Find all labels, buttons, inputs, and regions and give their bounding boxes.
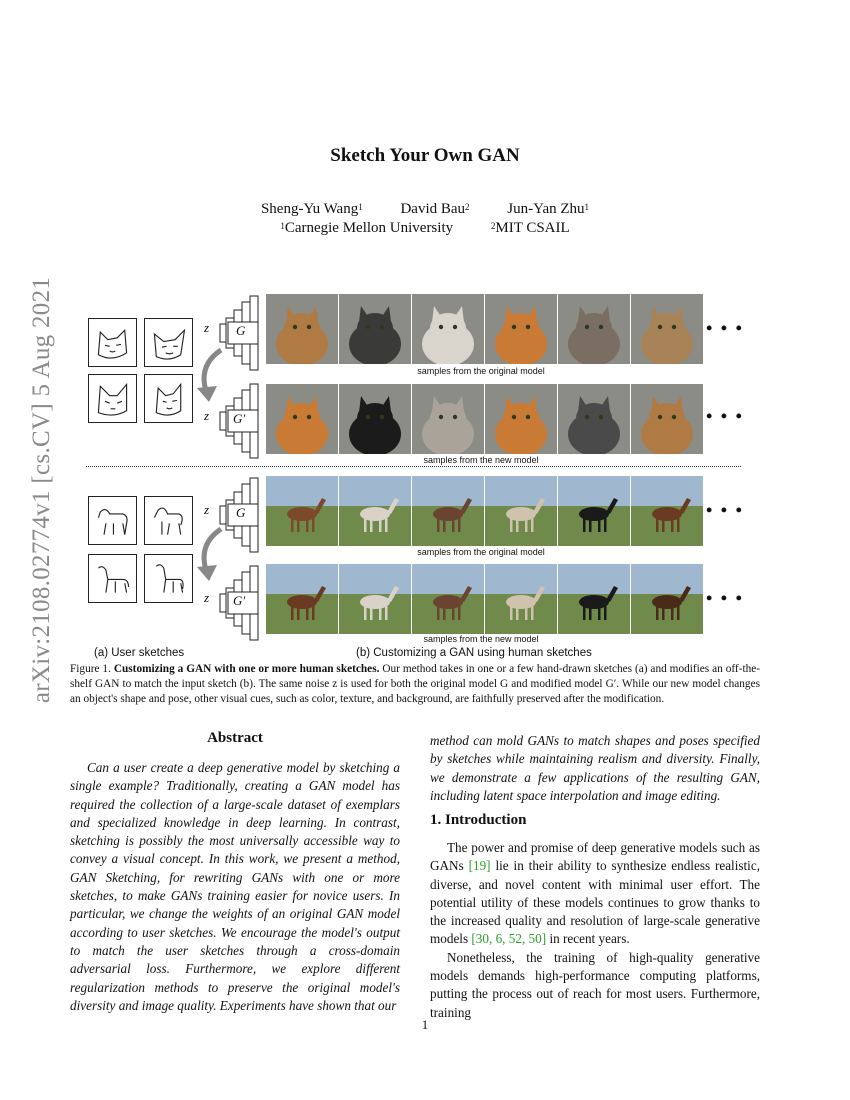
image-strip	[266, 564, 774, 634]
horse-sample-image	[266, 564, 338, 634]
cat-sample-image	[631, 384, 703, 454]
cat-sample-image	[339, 384, 411, 454]
cat-sample-image	[266, 384, 338, 454]
figure-caption-label: Figure 1.	[70, 663, 111, 675]
introduction-paragraph: Nonetheless, the training of high-quality generative models demands high-performance computing platforms, putting the process out of reach for most users. Furthermore, training	[430, 949, 760, 1020]
image-strip	[266, 384, 774, 454]
z-label: z	[204, 502, 210, 517]
text-run: in recent years.	[546, 931, 630, 947]
affiliation-name: Carnegie Mellon University	[284, 220, 454, 236]
subfigure-label-b: (b) Customizing a GAN using human sketches	[356, 647, 592, 659]
strip-caption: samples from the original model	[417, 366, 545, 376]
figure-caption-bold: Customizing a GAN with one or more human sketches.	[113, 663, 380, 675]
author-name: Jun-Yan Zhu	[507, 201, 585, 217]
author-sup: 2	[465, 202, 470, 212]
ellipsis: • • •	[706, 500, 744, 520]
image-strip	[266, 476, 774, 546]
cat-sketch	[88, 374, 137, 423]
g-prime-label: G′	[233, 593, 246, 608]
cat-sample-image	[412, 294, 484, 364]
affiliation-name: MIT CSAIL	[495, 220, 570, 236]
cat-sample-image	[266, 294, 338, 364]
affiliation-sup: 1	[280, 221, 285, 231]
horse-sample-image	[485, 564, 557, 634]
horse-sample-image	[339, 476, 411, 546]
g-prime-label: G′	[233, 411, 246, 426]
abstract-text-left: Can a user create a deep generative model by sketching a single example? Traditionally, creating a GAN model has required the collection of a large-scale dataset of exemplars and specialized knowledge in deep learning. In contrast, sketching is possibly the most universally accessible way to convey a visual concept. In this work, we present a method, GAN Sketching, for rewriting GANs with one or more sketches, to make GANs training easier for novice users. In particular, we change the weights of an original GAN model according to user sketches. We encourage the model's output to match the user sketches through a cross-domain adversarial loss. Furthermore, we explore different regularization methods to preserve the original model's diversity and image quality. Experiments have shown that our	[70, 760, 400, 1013]
text-run: The power and promise of deep generative models such as GANs	[430, 840, 760, 874]
strip-caption: samples from the original model	[417, 547, 545, 557]
abstract-text-right: method can mold GANs to match shapes and poses specified by sketches while maintaining realism and diversity. Finally, we demonstrate a few applications of the resulting GAN, including latent space interpolation and image editing.	[430, 733, 760, 803]
g-label: G	[236, 323, 246, 338]
z-label: z	[204, 320, 210, 335]
arxiv-sidebar	[27, 276, 57, 704]
figure-1	[86, 288, 746, 658]
z-label: z	[204, 408, 210, 423]
author-block	[0, 200, 850, 238]
affiliation-line	[0, 219, 850, 238]
horse-sample-image	[485, 476, 557, 546]
horse-sample-image	[266, 476, 338, 546]
subfigure-label-a: (a) User sketches	[94, 647, 185, 659]
horse-sample-image	[412, 564, 484, 634]
cat-sample-image	[485, 384, 557, 454]
horse-sample-image	[339, 564, 411, 634]
affiliation-sup: 2	[490, 221, 496, 231]
figure-divider	[86, 466, 741, 467]
horse-sketch	[88, 554, 137, 603]
ellipsis: • • •	[706, 406, 744, 426]
cat-sample-image	[558, 294, 630, 364]
cat-sample-image	[412, 384, 484, 454]
horse-sample-image	[558, 476, 630, 546]
abstract-heading: Abstract	[207, 730, 263, 746]
horse-sample-image	[631, 564, 703, 634]
image-strip	[266, 294, 774, 364]
introduction-heading: 1. Introduction	[430, 812, 527, 828]
introduction-paragraph	[430, 839, 760, 949]
author-name: Sheng-Yu Wang	[260, 201, 359, 217]
cat-sample-image	[339, 294, 411, 364]
ellipsis: • • •	[706, 588, 744, 608]
cat-sample-image	[558, 384, 630, 454]
text-run: lie in their ability to synthesize endless realistic, diverse, and novel content with minimal user effort. The potential utility of these models continues to grow thanks to the increased quality and resolution of large-scale generative models	[430, 858, 760, 947]
figure-caption	[70, 662, 760, 708]
citation-link[interactable]: [30, 6, 52, 50]	[471, 931, 547, 947]
cat-sketch	[88, 318, 137, 367]
g-label: G	[236, 505, 246, 520]
figure-caption-text: Our method takes in one or a few hand-drawn sketches (a) and modifies an off-the-shelf GAN to match the input sketch (b). The same noise z is used for both the original model G and modified model G′. While our new model changes an object's shape and pose, other visual cues, such as color, texture, and background, are faithfully preserved after the modification.	[70, 663, 761, 706]
strip-caption: samples from the new model	[423, 634, 539, 644]
page-number: 1	[421, 1017, 429, 1032]
horse-sketch	[88, 496, 137, 545]
citation-link[interactable]: [19]	[468, 858, 491, 874]
cat-sample-image	[631, 294, 703, 364]
cat-sketch	[144, 374, 193, 423]
strip-caption: samples from the new model	[423, 455, 539, 465]
horse-sample-image	[558, 564, 630, 634]
horse-sketch	[144, 554, 193, 603]
paper-title: Sketch Your Own GAN	[330, 145, 520, 166]
arxiv-id[interactable]: arXiv:2108.02774v1 [cs.CV] 5 Aug 2021	[28, 276, 55, 704]
z-label: z	[204, 590, 210, 605]
ellipsis: • • •	[706, 318, 744, 338]
author-sup: 1	[584, 202, 590, 212]
author-sup: 1	[358, 202, 363, 212]
author-line	[0, 200, 850, 219]
horse-sample-image	[412, 476, 484, 546]
horse-sample-image	[631, 476, 703, 546]
horse-sketch	[144, 496, 193, 545]
cat-sketch	[144, 318, 193, 367]
introduction-body	[430, 839, 760, 1022]
author-name: David Bau	[400, 201, 466, 217]
cat-sample-image	[485, 294, 557, 364]
